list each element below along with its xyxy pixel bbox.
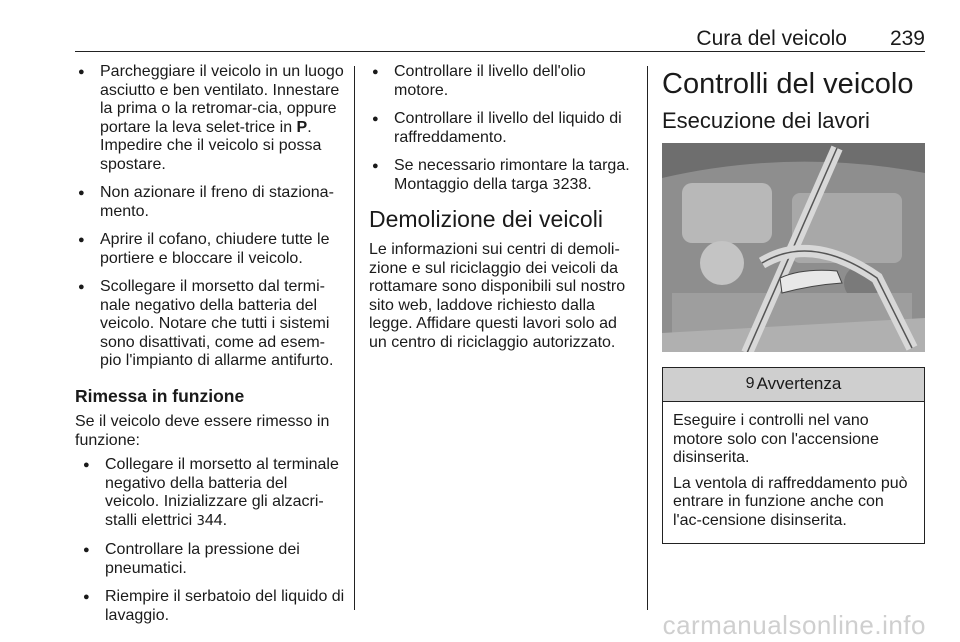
bullet-list <box>75 63 345 371</box>
section-heading: Esecuzione dei lavori <box>662 108 870 133</box>
warning-box <box>662 367 925 544</box>
warning-header <box>663 368 924 402</box>
column-1 <box>75 63 345 635</box>
column-3 <box>662 63 925 544</box>
bullet-list <box>80 456 345 625</box>
column-2 <box>369 63 634 358</box>
paragraph: Se il veicolo deve essere rimesso in funzione: <box>75 413 330 449</box>
bullet-list <box>369 63 634 195</box>
page-header <box>75 25 925 51</box>
paragraph: Le informazioni sui centri di demoli-zione e sul riciclaggio dei veicoli da rottamare sono disponibili sul nostro sito web, laddove richiesto dalla legge. Affidare questi lavori solo ad un centro di riciclaggio autorizzato. <box>369 241 626 351</box>
list-item: ● Parcheggiare il veicolo in un luogo asciutto e ben ventilato. Innestare la prima o la retromar-cia, oppure portare la leva selet-trice in P. Impedire che il veicolo si possa spostare. <box>75 63 345 174</box>
list-item: ● Riempire il serbatoio del liquido di lavaggio. <box>80 588 345 625</box>
warning-text: Eseguire i controlli nel vano motore solo con l'accensione disinserita. <box>673 412 879 466</box>
list-item: ● Controllare la pressione dei pneumatici. <box>80 541 345 578</box>
page-number: 239 <box>889 27 925 50</box>
list-item: ● Se necessario rimontare la targa. Montaggio della targa 3238. <box>369 157 634 195</box>
engine-bay-illustration <box>662 143 925 352</box>
list-item: ● Aprire il cofano, chiudere tutte le portiere e bloccare il veicolo. <box>75 231 345 268</box>
warning-title: Avvertenza <box>756 374 842 394</box>
column-divider <box>647 66 648 610</box>
chapter-title: Controlli del veicolo <box>662 68 914 100</box>
list-item: ● Non azionare il freno di staziona-mento. <box>75 184 345 221</box>
list-item: ● Collegare il morsetto al terminale negativo della batteria del veicolo. Inizializzare gli alzacri-stalli elettrici 344. <box>80 456 345 531</box>
warning-body <box>663 402 924 543</box>
section-title: Cura del veicolo <box>696 27 847 50</box>
section-heading: Rimessa in funzione <box>75 385 245 406</box>
reference-arrow-icon: 3 <box>196 513 205 529</box>
warning-text: La ventola di raffreddamento può entrare in funzione anche con l'ac-censione disinserita. <box>673 474 908 529</box>
list-item: ● Controllare il livello dell'olio motore. <box>369 63 634 100</box>
list-item: ● Scollegare il morsetto dal termi-nale negativo della batteria del veicolo. Notare che tutti i sistemi sono disattivati, come ad esem-pio l'impianto di allarme antifurto. <box>75 278 345 371</box>
reference-arrow-icon: 3 <box>552 177 561 193</box>
warning-triangle-icon: 9 <box>745 375 755 393</box>
column-divider <box>354 66 355 610</box>
list-item: ● Controllare il livello del liquido di raffreddamento. <box>369 110 634 147</box>
header-rule <box>75 51 925 52</box>
watermark: carmanualsonline.info <box>662 610 926 640</box>
section-heading: Demolizione dei veicoli <box>369 206 603 232</box>
engine-bay-photo <box>662 143 925 352</box>
